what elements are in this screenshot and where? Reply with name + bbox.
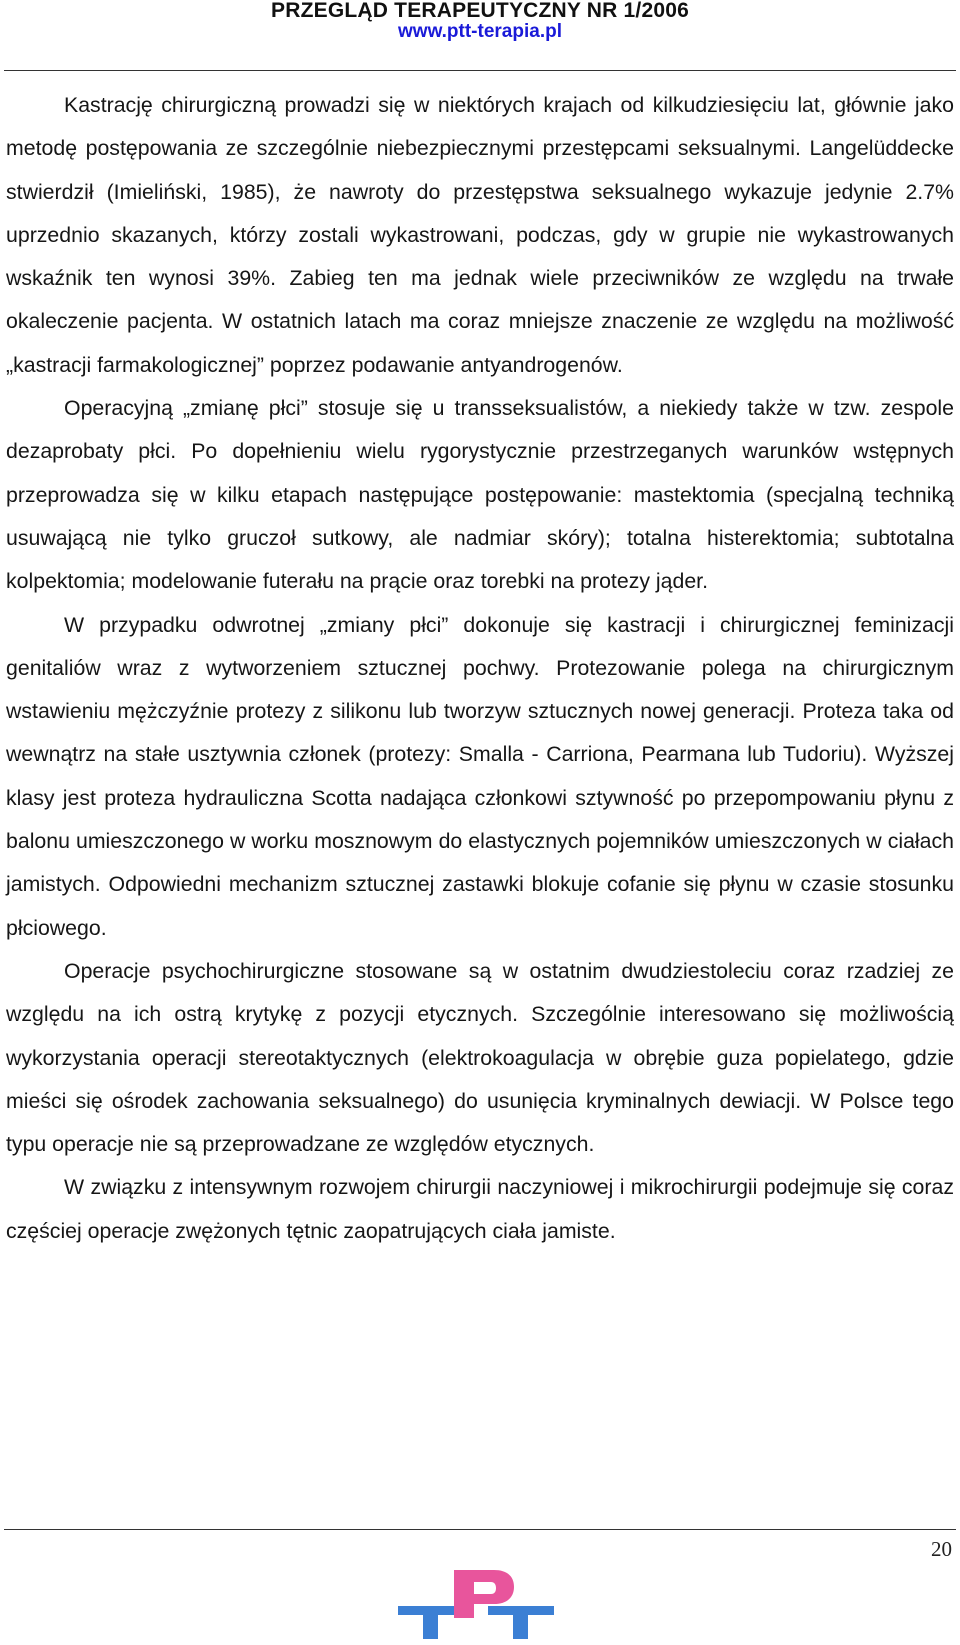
journal-url-link[interactable]: www.ptt-terapia.pl (398, 21, 562, 42)
paragraph-vascular-surgery: W związku z intensywnym rozwojem chirurgii naczyniowej i mikrochirurgii podejmuje się coraz częściej operacje zwężonych tętnic zaopatrujących ciała jamiste. (6, 1175, 954, 1243)
logo-t-letters (398, 1606, 554, 1639)
paragraph-reverse-sex-change: W przypadku odwrotnej „zmiany płci” dokonuje się kastracji i chirurgicznej feminizacji genitaliów wraz z wytworzeniem sztucznej pochwy. Protezowanie polega na chirurgicznym wstawieniu mężczyźnie protezy z silikonu lub tworzyw sztucznych nowej generacji. Proteza taka od wewnątrz na stałe usztywnia członek (protezy: Smalla - Carriona, Pearmana lub Tudoriu). Wyższej klasy jest proteza hydrauliczna Scotta nadająca członkowi sztywność po przepompowaniu płynu z balonu umieszczonego w worku mosznowym do elastycznych pojemników umieszczonych w ciałach jamistych. Odpowiedni mechanizm sztucznej zastawki blokuje cofanie się płynu w czasie stosunku płciowego. (6, 612, 954, 940)
ptt-logo (396, 1568, 556, 1640)
paragraph-castration: Kastrację chirurgiczną prowadzi się w niektórych krajach od kilkudziesięciu lat, głównie jako metodę postępowania ze szczególnie niebezpiecznymi przestępcami seksualnymi. Langelüddecke stwierdził (Imieliński, 1985), że nawroty do przestępstwa seksualnego wykazuje jedynie 2.7% uprzednio skazanych, którzy zostali wykastrowani, podczas, gdy w grupie nie wykastrowanych wskaźnik ten wynosi 39%. Zabieg ten ma jednak wiele przeciwników ze względu na trwałe okaleczenie pacjenta. W ostatnich latach ma coraz mniejsze znaczenie ze względu na możliwość „kastracji farmakologicznej” poprzez podawanie antyandrogenów. (6, 93, 954, 377)
journal-title: PRZEGLĄD TERAPEUTYCZNY NR 1/2006 (271, 0, 689, 22)
footer-divider (4, 1529, 956, 1530)
paragraph-psychosurgery: Operacje psychochirurgiczne stosowane są w ostatnim dwudziestoleciu coraz rzadziej ze względu na ich ostrą krytykę z pozycji etycznych. Szczególnie interesowano się możliwością wykorzystania operacji stereotaktycznych (elektrokoagulacja w obrębie guza popielatego, gdzie mieści się ośrodek zachowania seksualnego) do usunięcia kryminalnych dewiacji. W Polsce tego typu operacje nie są przeprowadzane ze względów etycznych. (6, 958, 954, 1157)
paragraph-sex-change: Operacyjną „zmianę płci” stosuje się u transseksualistów, a niekiedy także w tzw. zespole dezaprobaty płci. Po dopełnieniu wielu rygorystycznie przestrzeganych warunków wstępnych przeprowadza się w kilku etapach następujące postępowanie: mastektomia (specjalną techniką usuwającą nie tylko gruczoł sutkowy, ale nadmiar skóry); totalna histerektomia; subtotalna kolpektomia; modelowanie futerału na prącie oraz torebki na protezy jąder. (6, 396, 954, 594)
header-divider (4, 70, 956, 71)
ptt-logo-icon (396, 1568, 556, 1640)
page-number: 20 (931, 1537, 952, 1561)
article-body (6, 84, 954, 1253)
